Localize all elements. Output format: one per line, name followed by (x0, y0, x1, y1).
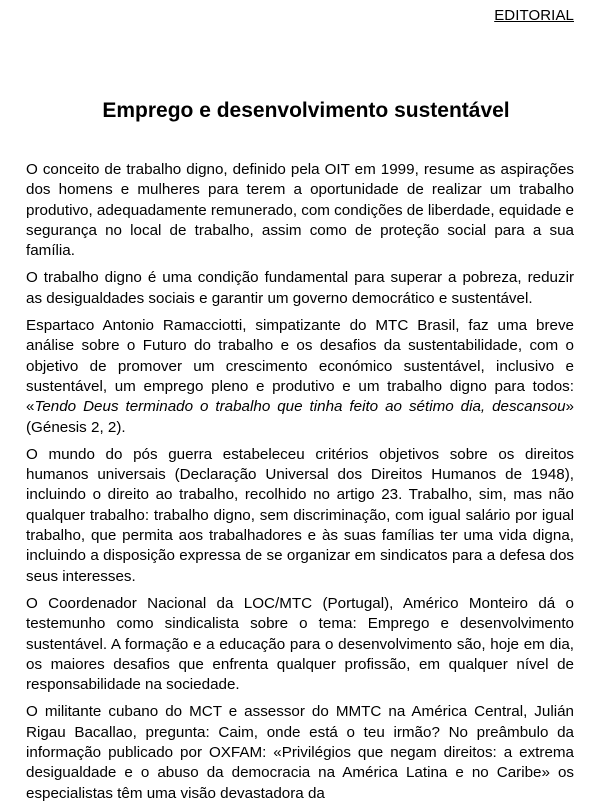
section-label: EDITORIAL (494, 7, 574, 24)
quote-reference: » (Génesis 2, 2). (26, 398, 574, 436)
paragraph-6: O militante cubano do MCT e assessor do MMTC na América Central, Julián Rigau Bacallao, pregunta: Caim, onde está o teu irmão? No preâmbulo da informação publicado por OXFAM: «Privilégios que negam direitos: a extrema desigualdade e o abuso da democracia na América Latina e no Caribe» os especialistas têm uma visão devastadora da (26, 703, 574, 802)
paragraph-3 (26, 316, 574, 438)
article-body (26, 160, 574, 811)
article-title: Emprego e desenvolvimento sustentável (102, 99, 510, 122)
paragraph-1: O conceito de trabalho digno, definido pela OIT em 1999, resume as aspirações dos homens e mulheres para terem a oportunidade de realizar um trabalho produtivo, adequadamente remunerado, com condições de liberdade, equidade e segurança no local de trabalho, assim como de proteção social para a sua família. (26, 161, 574, 260)
paragraph-5: O Coordenador Nacional da LOC/MTC (Portugal), Américo Monteiro dá o testemunho como sindicalista sobre o tema: Emprego e desenvolvimento sustentável. A formação e a educação para o desenvolvimento são, hoje em dia, os maiores desafios que enfrenta qualquer profissão, em qualquer nível de responsabilidade na sociedade. (26, 594, 574, 694)
paragraph-4: O mundo do pós guerra estabeleceu critérios objetivos sobre os direitos humanos universais (Declaração Universal dos Direitos Humanos de 1948), incluindo o direito ao trabalho, recolhido no artigo 23. Trabalho, sim, mas não qualquer trabalho: trabalho digno, sem discriminação, com igual salário por igual trabalho, que permita aos trabalhadores e às suas famílias ter uma vida digna, incluindo a disposição expressa de se organizar em sindicatos para a defesa dos seus interesses. (26, 445, 574, 585)
paragraph-2: O trabalho digno é uma condição fundamental para superar a pobreza, reduzir as desigualdades sociais e garantir um governo democrático e sustentável. (26, 269, 574, 307)
bible-quote: Tendo Deus terminado o trabalho que tinha feito ao sétimo dia, descansou (34, 398, 566, 416)
paragraph-3-text: Espartaco Antonio Ramacciotti, simpatizante do MTC Brasil, faz uma breve análise sobre o Futuro do trabalho e os desafios da sustentabilidade, com o objetivo de promover um crescimento económico sustentável, inclusivo e sustentável, um emprego pleno e produtivo e um trabalho digno para todos: « (26, 317, 574, 416)
